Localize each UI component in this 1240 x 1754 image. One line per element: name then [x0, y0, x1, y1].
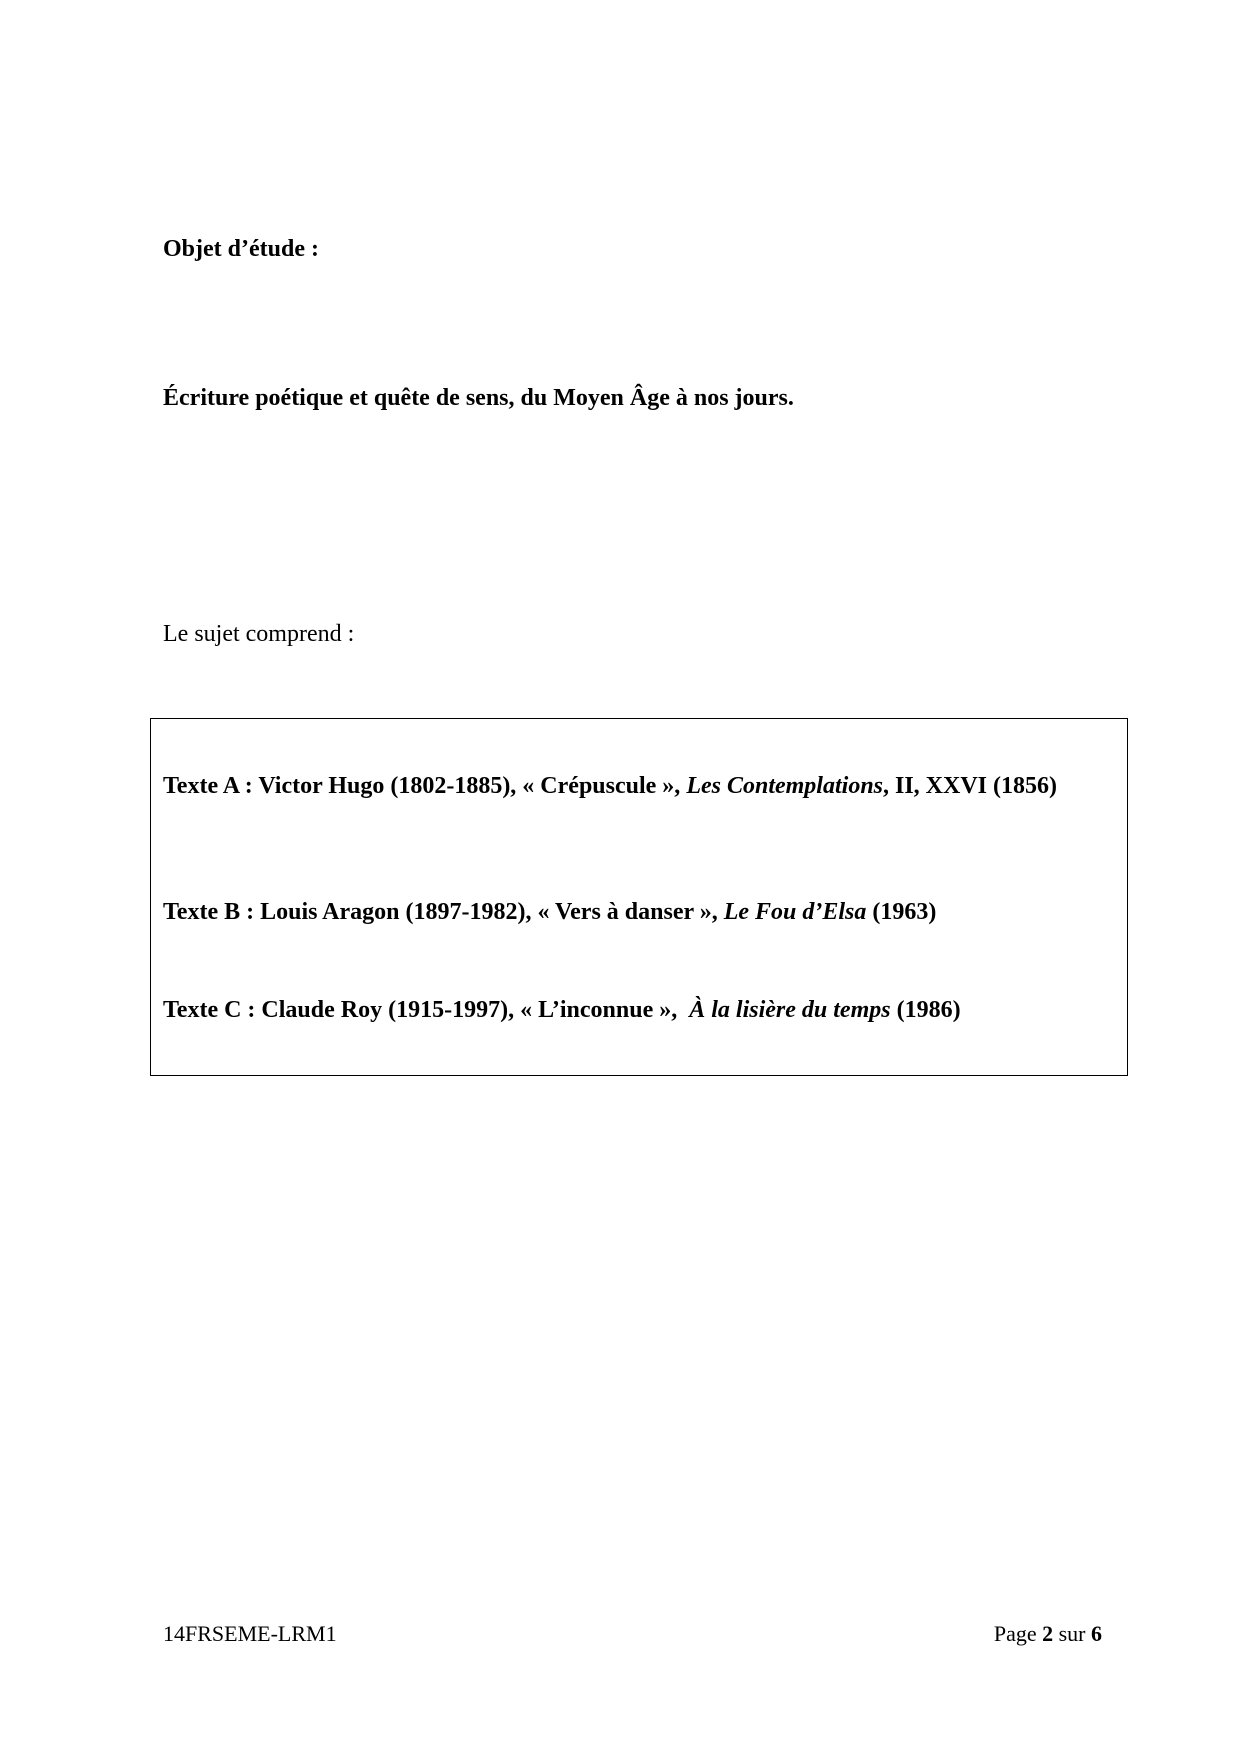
text-entry-a	[163, 771, 1103, 802]
text-entry-b-suffix: (1963)	[866, 899, 937, 925]
text-entry-b-work: Le Fou d’Elsa	[723, 899, 867, 925]
page-current: 2	[1042, 1621, 1054, 1646]
study-object-title: Écriture poétique et quête de sens, du Moyen Âge à nos jours.	[163, 385, 794, 411]
page-separator: sur	[1058, 1621, 1086, 1646]
text-entry-a-prefix: Texte A : Victor Hugo (1802-1885), « Crépuscule »,	[163, 773, 687, 799]
subject-intro: Le sujet comprend :	[163, 621, 355, 647]
text-entry-a-suffix: , II, XXVI (1856)	[883, 773, 1057, 799]
study-object-label: Objet d’étude :	[163, 236, 319, 262]
page-total: 6	[1091, 1621, 1102, 1646]
page-number	[994, 1620, 1102, 1648]
page-word: Page	[993, 1621, 1037, 1646]
text-entry-c-suffix: (1986)	[890, 997, 961, 1023]
text-entry-c	[163, 995, 1103, 1026]
text-entry-b	[163, 897, 1103, 928]
text-entry-a-work: Les Contemplations	[686, 773, 883, 799]
document-code: 14FRSEME-LRM1	[163, 1621, 337, 1646]
text-entry-b-prefix: Texte B : Louis Aragon (1897-1982), « Vers à danser »,	[163, 899, 724, 925]
text-entry-c-prefix: Texte C : Claude Roy (1915-1997), « L’inconnue »,	[163, 997, 690, 1023]
text-entry-c-work: À la lisière du temps	[689, 997, 891, 1023]
texts-list-box	[150, 718, 1128, 1076]
